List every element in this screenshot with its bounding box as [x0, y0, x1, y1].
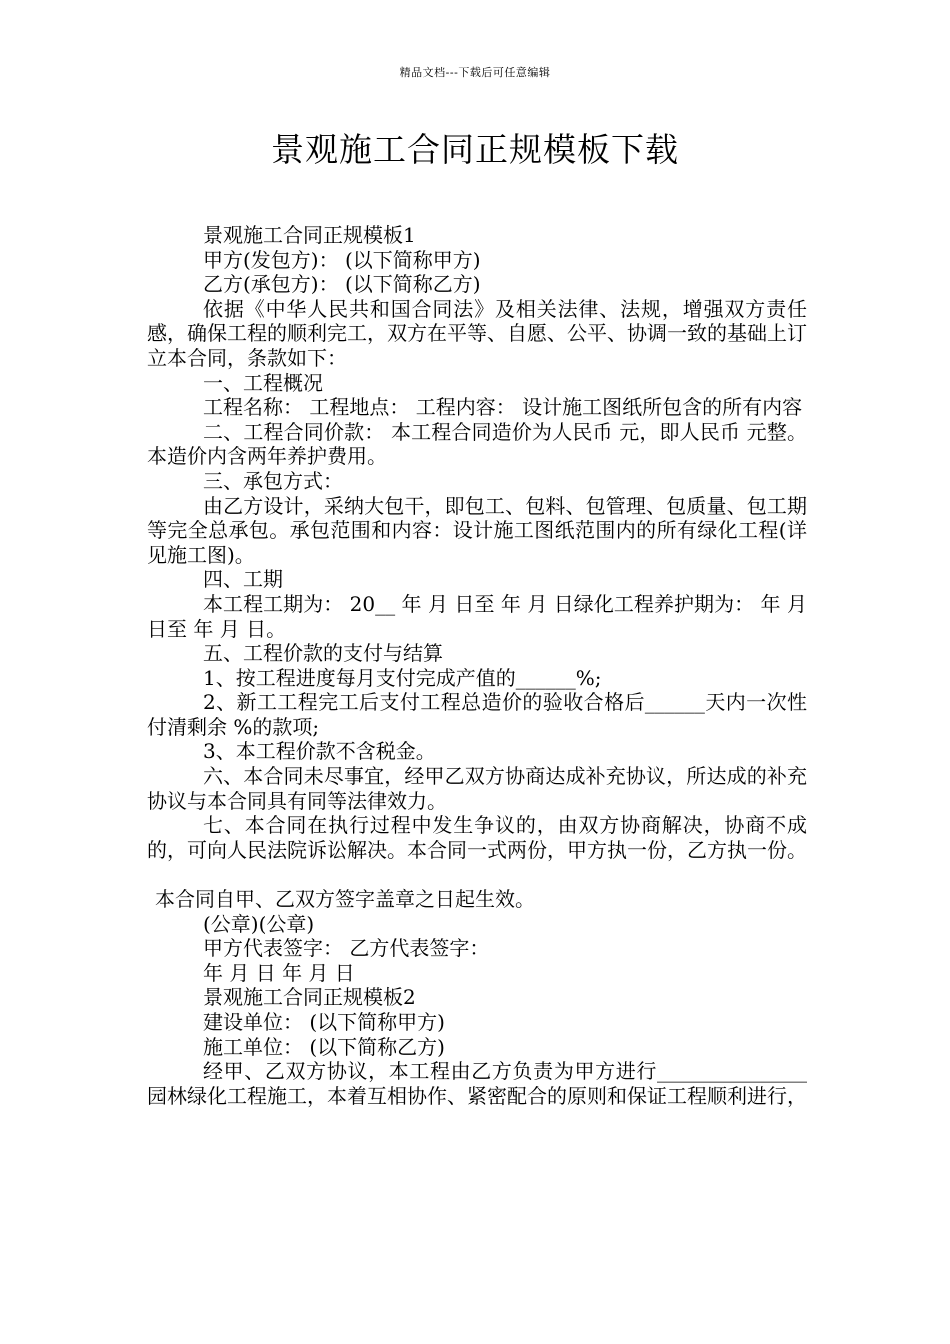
- blank-line: [147, 862, 807, 887]
- section-heading-schedule: 四、工期: [203, 567, 283, 592]
- party-a-line: 甲方(发包方)： (以下简称甲方): [203, 247, 481, 272]
- document-body: [147, 223, 807, 1108]
- contract-price-paragraph: 二、工程合同价款： 本工程合同造价为人民币 元，即人民币 元整。 本造价内含两年养护费用。: [147, 419, 807, 469]
- contracting-method-paragraph: 由乙方设计，采纳大包干，即包工、包料、包管理、包质量、包工期等完全总承包。承包范围和内容：设计施工图纸范围内的所有绿化工程(详见施工图)。: [147, 493, 807, 567]
- effective-clause: 本合同自甲、乙双方签字盖章之日起生效。: [155, 887, 535, 912]
- section-heading-overview: 一、工程概况: [203, 370, 323, 395]
- signature-line: 甲方代表签字： 乙方代表签字：: [203, 936, 490, 961]
- agreement-intro-paragraph: 经甲、乙双方协议，本工程由乙方负责为甲方进行_______________园林绿化工程施工，本着互相协作、紧密配合的原则和保证工程顺利进行，: [147, 1059, 807, 1108]
- seal-line: (公章)(公章): [203, 911, 315, 936]
- project-overview-paragraph: 工程名称： 工程地点： 工程内容： 设计施工图纸所包含的所有内容: [203, 395, 803, 420]
- preamble-paragraph: 依据《中华人民共和国合同法》及相关法律、法规，增强双方责任感，确保工程的顺利完工，双方在平等、自愿、公平、协调一致的基础上订立本合同，条款如下：: [147, 296, 807, 370]
- schedule-paragraph: 本工程工期为： 20__ 年 月 日至 年 月 日绿化工程养护期为： 年 月 日至 年 月 日。: [147, 591, 807, 641]
- section-heading-payment: 五、工程价款的支付与结算: [203, 641, 443, 666]
- payment-clause-3: 3、本工程价款不含税金。: [203, 739, 436, 764]
- template-1-heading: 景观施工合同正规模板1: [203, 223, 416, 247]
- party-b-line: 乙方(承包方)： (以下简称乙方): [203, 272, 481, 297]
- section-heading-contracting-method: 三、承包方式：: [203, 468, 343, 493]
- payment-clause-2: 2、新工工程完工后支付工程总造价的验收合格后______天内一次性付清剩余 %的款项;: [147, 690, 807, 739]
- dispute-resolution-paragraph: 七、本合同在执行过程中发生争议的，由双方协商解决，协商不成的，可向人民法院诉讼解决。本合同一式两份，甲方执一份，乙方执一份。: [147, 813, 807, 862]
- supplementary-agreement-paragraph: 六、本合同未尽事宜，经甲乙双方协商达成补充协议，所达成的补充协议与本合同具有同等法律效力。: [147, 764, 807, 813]
- template-2-heading: 景观施工合同正规模板2: [203, 985, 416, 1010]
- construction-owner-line: 建设单位： (以下简称甲方): [203, 1010, 445, 1034]
- document-title: 景观施工合同正规模板下载: [271, 130, 679, 169]
- header-note: 精品文档---下载后可任意编辑: [399, 66, 551, 79]
- contractor-line: 施工单位： (以下简称乙方): [203, 1034, 445, 1059]
- payment-clause-1: 1、按工程进度每月支付完成产值的______%;: [203, 665, 602, 690]
- date-line: 年 月 日 年 月 日: [203, 960, 355, 985]
